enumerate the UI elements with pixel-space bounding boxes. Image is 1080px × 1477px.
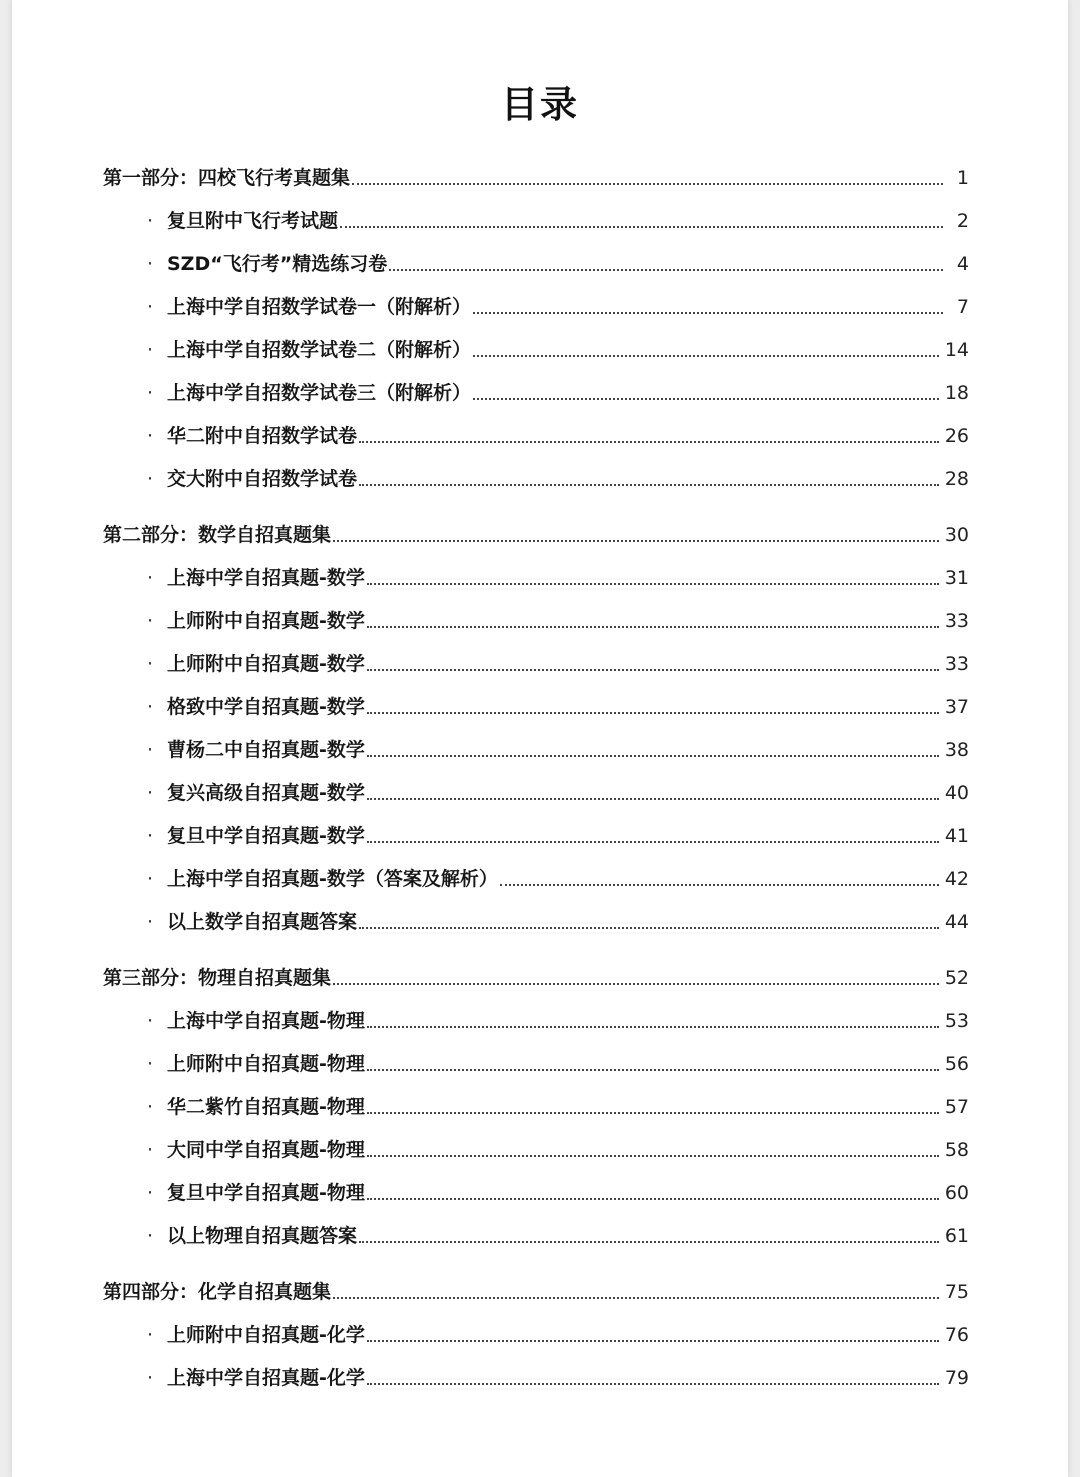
- page-number: 31: [944, 567, 969, 589]
- page-title: 目录: [501, 83, 579, 126]
- dot-leader: [367, 1197, 939, 1200]
- entry-title: 上师附中自招真题-数学: [167, 653, 365, 675]
- page-number: 42: [944, 868, 969, 890]
- bullet-dot: ·: [147, 1053, 154, 1075]
- toc-section-3: [103, 960, 969, 990]
- dot-leader: [367, 711, 939, 714]
- entry-title: 上师附中自招真题-物理: [167, 1053, 365, 1075]
- toc-item: [147, 861, 969, 891]
- toc-item: [147, 246, 969, 276]
- toc-item: [147, 1360, 969, 1390]
- dot-leader: [359, 440, 939, 443]
- page-number: 61: [944, 1225, 969, 1247]
- entry-title: 上海中学自招真题-化学: [167, 1367, 365, 1389]
- bullet-dot: ·: [147, 911, 154, 933]
- page-number: 79: [944, 1367, 969, 1389]
- section-title: 第四部分：化学自招真题集: [103, 1281, 332, 1303]
- toc-item: [147, 375, 969, 405]
- toc-item: [147, 646, 969, 676]
- entry-title: 交大附中自招数学试卷: [167, 468, 358, 490]
- dot-leader: [333, 982, 939, 985]
- dot-leader: [367, 1068, 939, 1071]
- page-number: 58: [944, 1139, 969, 1161]
- entry-title: 上海中学自招数学试卷三（附解析）: [167, 382, 472, 404]
- bullet-dot: ·: [147, 1182, 154, 1204]
- dot-leader: [359, 1240, 939, 1243]
- toc-item: [147, 1089, 969, 1119]
- bullet-dot: ·: [147, 825, 154, 847]
- toc-item: [147, 904, 969, 934]
- page-number: 26: [944, 425, 969, 447]
- entry-title: 华二紫竹自招真题-物理: [167, 1096, 365, 1118]
- page-number: 41: [944, 825, 969, 847]
- dot-leader: [367, 1111, 939, 1114]
- toc-item: [147, 332, 969, 362]
- toc-item: [147, 560, 969, 590]
- bullet-dot: ·: [147, 1010, 154, 1032]
- dot-leader: [473, 354, 939, 357]
- dot-leader: [367, 1154, 939, 1157]
- bullet-dot: ·: [147, 653, 154, 675]
- toc-item: [147, 461, 969, 491]
- entry-title: 大同中学自招真题-物理: [167, 1139, 365, 1161]
- entry-title: 上海中学自招数学试卷二（附解析）: [167, 339, 472, 361]
- dot-leader: [359, 483, 939, 486]
- page-number: 56: [944, 1053, 969, 1075]
- toc-item: [147, 689, 969, 719]
- bullet-dot: ·: [147, 296, 154, 318]
- entry-title: 曹杨二中自招真题-数学: [167, 739, 365, 761]
- toc-item: [147, 1132, 969, 1162]
- toc-item: [147, 732, 969, 762]
- entry-title: 上海中学自招真题-物理: [167, 1010, 365, 1032]
- entry-title: 复旦中学自招真题-物理: [167, 1182, 365, 1204]
- toc-item: [147, 1218, 969, 1248]
- bullet-dot: ·: [147, 210, 154, 232]
- page-number: 40: [944, 782, 969, 804]
- entry-title: 格致中学自招真题-数学: [167, 696, 365, 718]
- bullet-dot: ·: [147, 1324, 154, 1346]
- bullet-dot: ·: [147, 425, 154, 447]
- page-number: 1: [956, 167, 969, 189]
- page-number: 2: [956, 210, 969, 232]
- toc-item: [147, 418, 969, 448]
- dot-leader: [367, 625, 939, 628]
- page-number: 52: [944, 967, 969, 989]
- entry-title: 上海中学自招真题-数学（答案及解析）: [167, 868, 498, 890]
- toc-item: [147, 603, 969, 633]
- bullet-dot: ·: [147, 567, 154, 589]
- entry-title: 上海中学自招数学试卷一（附解析）: [167, 296, 472, 318]
- section-title: 第一部分：四校飞行考真题集: [103, 167, 351, 189]
- dot-leader: [333, 539, 939, 542]
- bullet-dot: ·: [147, 253, 154, 275]
- bullet-dot: ·: [147, 339, 154, 361]
- dot-leader: [367, 754, 939, 757]
- dot-leader: [500, 883, 939, 886]
- page-number: 33: [944, 653, 969, 675]
- entry-title: 上海中学自招真题-数学: [167, 567, 365, 589]
- page-number: 60: [944, 1182, 969, 1204]
- bullet-dot: ·: [147, 1096, 154, 1118]
- page-number: 53: [944, 1010, 969, 1032]
- dot-leader: [473, 311, 943, 314]
- dot-leader: [359, 926, 939, 929]
- entry-title: 以上物理自招真题答案: [167, 1225, 358, 1247]
- bullet-dot: ·: [147, 610, 154, 632]
- document-page: [12, 0, 1068, 1477]
- dot-leader: [340, 225, 943, 228]
- bullet-dot: ·: [147, 1139, 154, 1161]
- entry-title: 上师附中自招真题-数学: [167, 610, 365, 632]
- toc-section-2: [103, 517, 969, 547]
- entry-title: 复旦中学自招真题-数学: [167, 825, 365, 847]
- entry-title: 华二附中自招数学试卷: [167, 425, 358, 447]
- section-title: 第二部分：数学自招真题集: [103, 524, 332, 546]
- dot-leader: [473, 397, 939, 400]
- dot-leader: [389, 268, 943, 271]
- page-number: 76: [944, 1324, 969, 1346]
- dot-leader: [367, 840, 939, 843]
- bullet-dot: ·: [147, 382, 154, 404]
- toc-item: [147, 775, 969, 805]
- page-number: 57: [944, 1096, 969, 1118]
- bullet-dot: ·: [147, 1367, 154, 1389]
- entry-title: 复兴高级自招真题-数学: [167, 782, 365, 804]
- toc-section-4: [103, 1274, 969, 1304]
- page-number: 33: [944, 610, 969, 632]
- bullet-dot: ·: [147, 782, 154, 804]
- bullet-dot: ·: [147, 1225, 154, 1247]
- toc-item: [147, 1175, 969, 1205]
- dot-leader: [367, 582, 939, 585]
- bullet-dot: ·: [147, 739, 154, 761]
- entry-title: 上师附中自招真题-化学: [167, 1324, 365, 1346]
- section-title: 第三部分：物理自招真题集: [103, 967, 332, 989]
- toc-item: [147, 1317, 969, 1347]
- page-number: 37: [944, 696, 969, 718]
- page-number: 44: [944, 911, 969, 933]
- toc-item: [147, 818, 969, 848]
- dot-leader: [333, 1296, 939, 1299]
- dot-leader: [367, 1382, 939, 1385]
- page-number: 30: [944, 524, 969, 546]
- entry-title: 以上数学自招真题答案: [167, 911, 358, 933]
- page-number: 38: [944, 739, 969, 761]
- toc-item: [147, 1046, 969, 1076]
- dot-leader: [367, 797, 939, 800]
- entry-title: 复旦附中飞行考试题: [167, 210, 339, 232]
- toc-item: [147, 203, 969, 233]
- dot-leader: [367, 668, 939, 671]
- page-number: 14: [944, 339, 969, 361]
- page-number: 28: [944, 468, 969, 490]
- bullet-dot: ·: [147, 696, 154, 718]
- page-number: 7: [956, 296, 969, 318]
- entry-title: SZD“飞行考”精选练习卷: [167, 253, 388, 275]
- toc-item: [147, 1003, 969, 1033]
- bullet-dot: ·: [147, 468, 154, 490]
- toc-item: [147, 289, 969, 319]
- bullet-dot: ·: [147, 868, 154, 890]
- toc-section-1: [103, 160, 969, 190]
- page-number: 4: [956, 253, 969, 275]
- dot-leader: [352, 182, 943, 185]
- dot-leader: [367, 1339, 939, 1342]
- page-number: 18: [944, 382, 969, 404]
- dot-leader: [367, 1025, 939, 1028]
- page-number: 75: [944, 1281, 969, 1303]
